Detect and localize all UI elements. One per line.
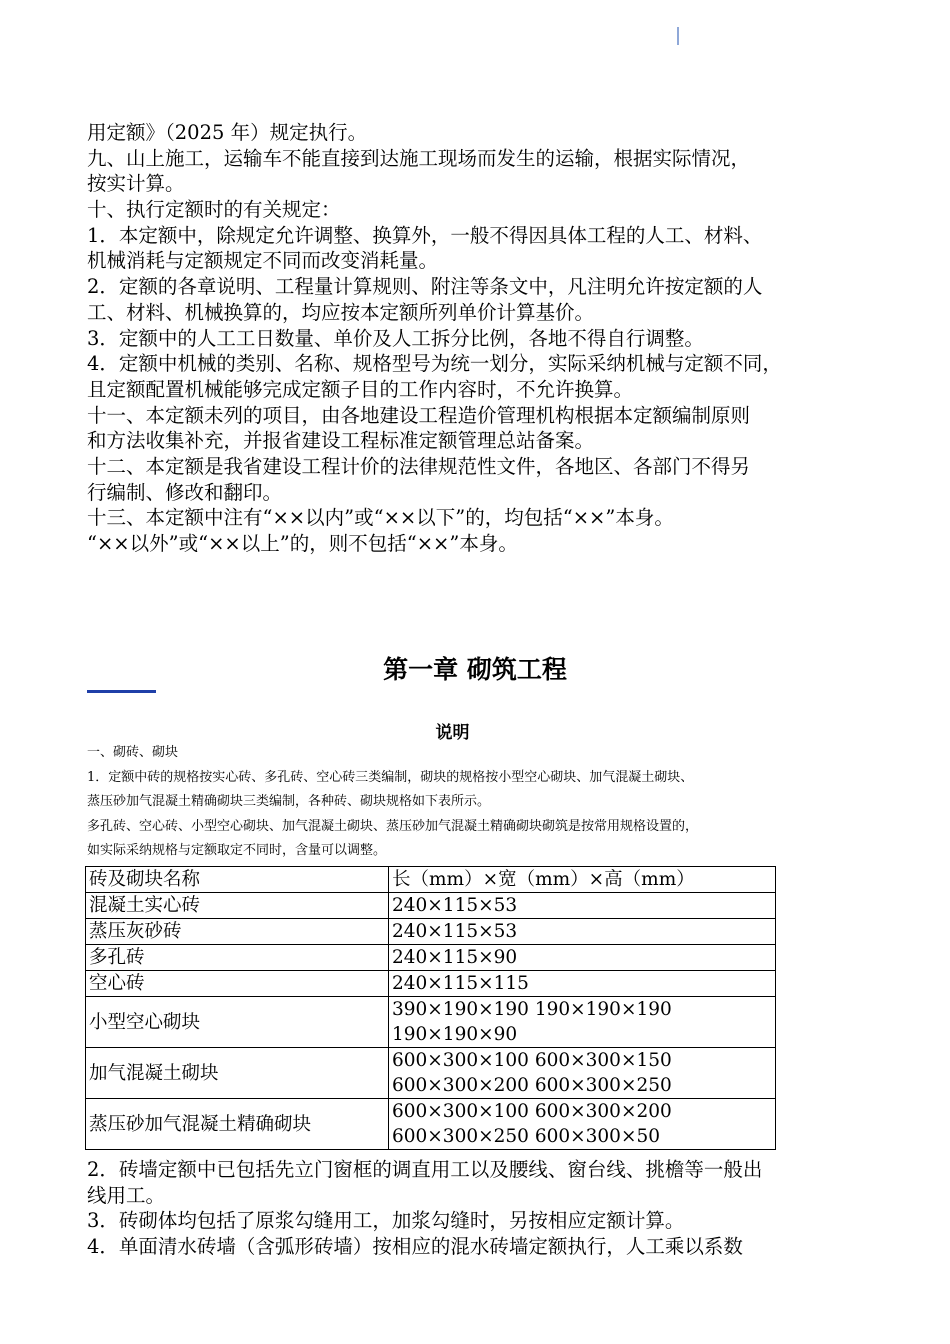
text-line: 用定额》（2025 年）规定执行。 — [87, 121, 368, 144]
size-line: 600×300×200 600×300×250 — [392, 1075, 672, 1096]
text-line: 十一、本定额未列的项目，由各地建设工程造价管理机构根据本定额编制原则 — [87, 403, 751, 427]
cell-size — [389, 945, 776, 971]
table-row — [86, 997, 776, 1048]
table-header-row — [86, 867, 776, 893]
size-line: 600×300×100 600×300×200 — [392, 1101, 672, 1122]
chapter-title: 第一章 砌筑工程 — [383, 655, 567, 684]
size-line: 600×300×250 600×300×50 — [392, 1126, 660, 1147]
size-line: 190×190×90 — [392, 1024, 518, 1045]
cell-name: 蒸压灰砂砖 — [86, 919, 389, 945]
size-line: 240×115×53 — [392, 921, 518, 942]
cell-size — [389, 1048, 776, 1099]
chapter-underline — [87, 690, 156, 693]
table-row — [86, 919, 776, 945]
brick-spec-table — [85, 866, 776, 1150]
text-line: “××以外”或“××以上”的，则不包括“××”本身。 — [87, 532, 518, 555]
size-line: 600×300×100 600×300×150 — [392, 1050, 672, 1071]
header-cell-size: 长（mm）×宽（mm）×高（mm） — [389, 867, 776, 893]
cell-size — [389, 919, 776, 945]
table-row — [86, 945, 776, 971]
cell-size — [389, 971, 776, 997]
text-line: 十、执行定额时的有关规定： — [87, 198, 341, 222]
text-line: 3．砖砌体均包括了原浆勾缝用工，加浆勾缝时，另按相应定额计算。 — [87, 1209, 685, 1233]
size-line: 390×190×190 190×190×190 — [392, 999, 672, 1020]
table-row — [86, 1048, 776, 1099]
note-line: 多孔砖、空心砖、小型空心砌块、加气混凝土砌块、蒸压砂加气混凝土精确砌块砌筑是按常用规格设置的， — [87, 818, 699, 834]
note-line: 蒸压砂加气混凝土精确砌块三类编制，各种砖、砌块规格如下表所示。 — [87, 794, 491, 809]
cell-name: 加气混凝土砌块 — [86, 1048, 389, 1099]
text-line: 行编制、修改和翻印。 — [87, 480, 283, 504]
text-line: 机械消耗与定额规定不同而改变消耗量。 — [87, 249, 439, 273]
table-row — [86, 1099, 776, 1150]
size-line: 240×115×90 — [392, 947, 518, 968]
text-line: 2．定额的各章说明、工程量计算规则、附注等条文中，凡注明允许按定额的人 — [87, 275, 763, 299]
text-line: 十二、本定额是我省建设工程计价的法律规范性文件，各地区、各部门不得另 — [87, 454, 751, 478]
text-line: 九、山上施工，运输车不能直接到达施工现场而发生的运输，根据实际情况， — [87, 146, 751, 170]
text-line: 线用工。 — [87, 1183, 166, 1207]
cell-name: 多孔砖 — [86, 945, 389, 971]
text-line: 十三、本定额中注有“××以内”或“××以下”的，均包括“××”本身。 — [87, 506, 674, 530]
text-line: 1．本定额中，除规定允许调整、换算外，一般不得因具体工程的人工、材料、 — [87, 223, 763, 247]
text-line: 3．定额中的人工工日数量、单价及人工拆分比例，各地不得自行调整。 — [87, 326, 704, 350]
cell-name: 混凝土实心砖 — [86, 893, 389, 919]
notes-text — [87, 741, 887, 864]
section-title: 说明 — [435, 723, 470, 743]
text-line: 和方法收集补充，并报省建设工程标准定额管理总站备案。 — [87, 429, 595, 453]
cell-name: 空心砖 — [86, 971, 389, 997]
header-cell-name: 砖及砌块名称 — [86, 867, 389, 893]
cell-name: 蒸压砂加气混凝土精确砌块 — [86, 1099, 389, 1150]
cell-size — [389, 1099, 776, 1150]
size-line: 240×115×53 — [392, 895, 518, 916]
table-row — [86, 971, 776, 997]
intro-text — [87, 120, 887, 557]
cell-size — [389, 893, 776, 919]
text-line: 且定额配置机械能够完成定额子目的工作内容时，不允许换算。 — [87, 377, 634, 401]
note-line: 1．定额中砖的规格按实心砖、多孔砖、空心砖三类编制，砌块的规格按小型空心砌块、加气混凝土砌块、 — [87, 769, 694, 785]
size-line: 240×115×115 — [392, 973, 529, 994]
text-line: 工、材料、机械换算的，均应按本定额所列单价计算基价。 — [87, 300, 595, 324]
note-line: 如实际采纳规格与定额取定不同时，含量可以调整。 — [87, 843, 387, 858]
note-line: 一、砌砖、砌块 — [87, 745, 179, 760]
text-line: 按实计算。 — [87, 172, 185, 196]
text-line: 4．定额中机械的类别、名称、规格型号为统一划分，实际采纳机械与定额不同， — [87, 352, 782, 376]
cell-name: 小型空心砌块 — [86, 997, 389, 1048]
cell-size — [389, 997, 776, 1048]
tail-text — [87, 1157, 887, 1260]
header-mark — [677, 27, 679, 45]
text-line: 2．砖墙定额中已包括先立门窗框的调直用工以及腰线、窗台线、挑檐等一般出 — [87, 1158, 763, 1181]
table-row — [86, 893, 776, 919]
text-line: 4．单面清水砖墙（含弧形砖墙）按相应的混水砖墙定额执行，人工乘以系数 — [87, 1235, 743, 1259]
